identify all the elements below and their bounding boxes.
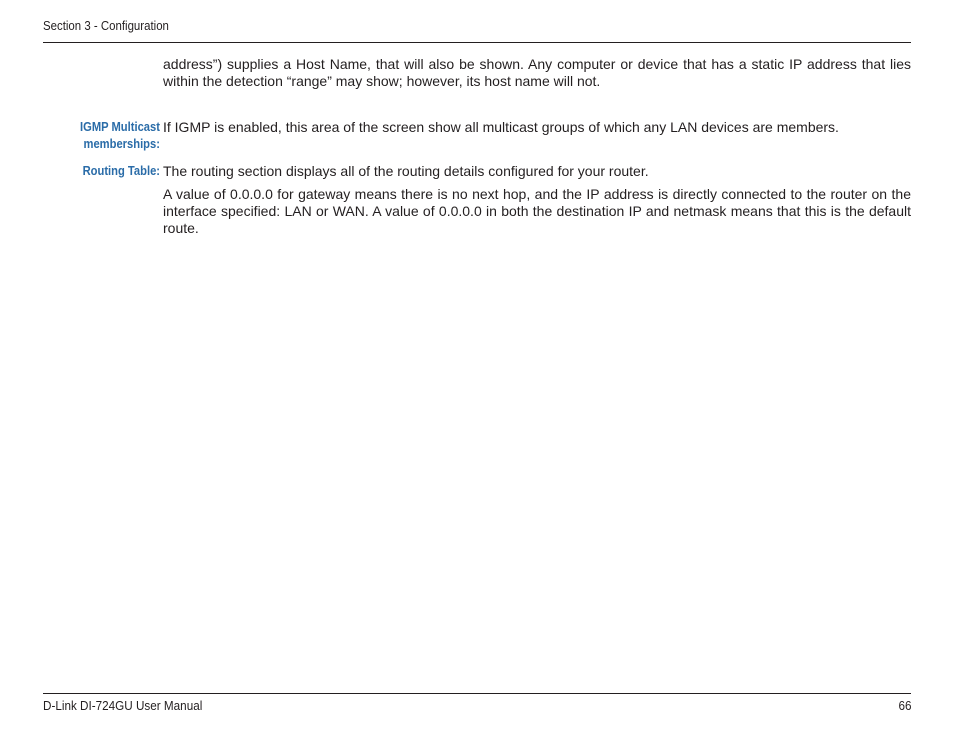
igmp-term-line2: memberships: [83, 136, 160, 151]
intro-paragraph: address”) supplies a Host Name, that will also be shown. Any computer or device that has a static IP address that lies within the detection “range” may show; however, its host name will not. [163, 56, 911, 89]
routing-description: The routing section displays all of the routing details configured for your router. [163, 163, 649, 179]
igmp-term [80, 118, 160, 152]
footer-divider [43, 693, 911, 694]
page-number: 66 [897, 698, 911, 713]
section-header: Section 3 - Configuration [43, 18, 169, 33]
routing-term: Routing Table: [82, 163, 160, 178]
igmp-description: If IGMP is enabled, this area of the screen show all multicast groups of which any LAN devices are members. [163, 119, 839, 135]
igmp-term-line1: IGMP Multicast [80, 119, 160, 134]
routing-detail: A value of 0.0.0.0 for gateway means there is no next hop, and the IP address is directly connected to the router on the interface specified: LAN or WAN. A value of 0.0.0.0 in both the destination IP and netmask means that this is the default route. [163, 186, 911, 236]
header-divider [43, 42, 911, 43]
manual-title: D-Link DI-724GU User Manual [43, 698, 203, 713]
